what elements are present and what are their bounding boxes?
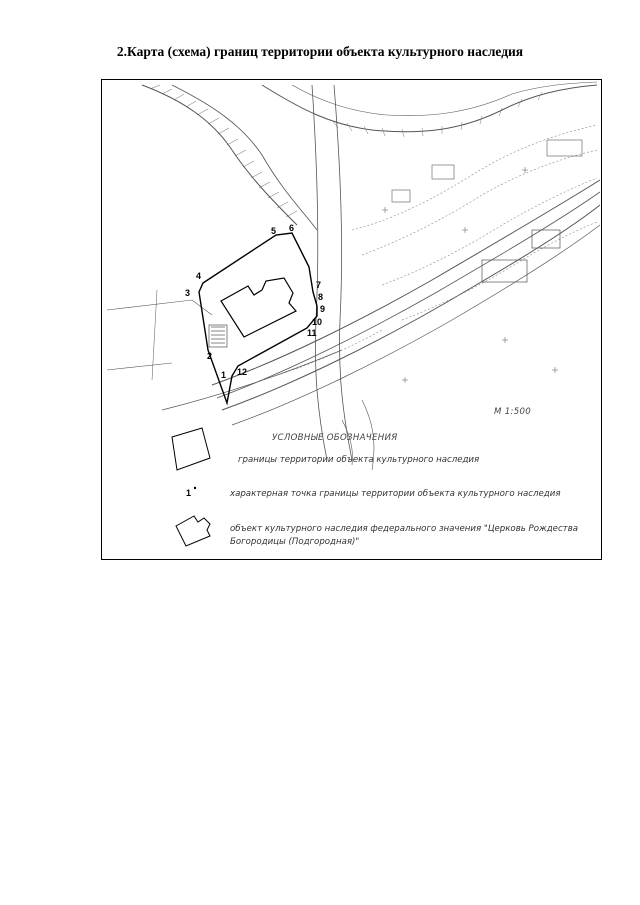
boundary-point-7: 7 [316, 280, 322, 290]
legend-title: УСЛОВНЫЕ ОБОЗНАЧЕНИЯ [272, 433, 398, 443]
legend-building-label-line1: объект культурного наследия федерального значения "Церковь Рождества [230, 524, 579, 534]
boundary-point-1: 1 [221, 370, 227, 380]
boundary-point-5: 5 [271, 226, 277, 236]
legend-building-symbol [176, 516, 210, 546]
legend-building-label-line2: Богородицы (Подгородная)" [230, 537, 360, 547]
legend-boundary-label: границы территории объекта культурного наследия [238, 455, 480, 465]
boundary-point-6: 6 [289, 223, 295, 233]
boundary-point-12: 12 [237, 367, 248, 377]
legend-point-label: характерная точка границы территории объекта культурного наследия [230, 489, 561, 499]
hatched-structure [209, 325, 227, 347]
boundary-point-8: 8 [318, 292, 324, 302]
heritage-building [221, 278, 296, 337]
legend-boundary-symbol [172, 428, 210, 470]
boundary-point-10: 10 [312, 317, 323, 327]
map-canvas [102, 80, 601, 559]
legend-point-dot [194, 487, 196, 489]
page-title: 2.Карта (схема) границ территории объекта культурного наследия [116, 44, 524, 59]
scale-label: М 1:500 [494, 407, 532, 417]
boundary-point-2: 2 [207, 351, 213, 361]
boundary-point-4: 4 [196, 271, 202, 281]
boundary-point-11: 11 [307, 328, 317, 338]
boundary-point-3: 3 [185, 288, 191, 298]
boundary-point-9: 9 [320, 304, 326, 314]
map-frame [101, 79, 602, 560]
legend-point-marker: 1 [186, 488, 192, 498]
